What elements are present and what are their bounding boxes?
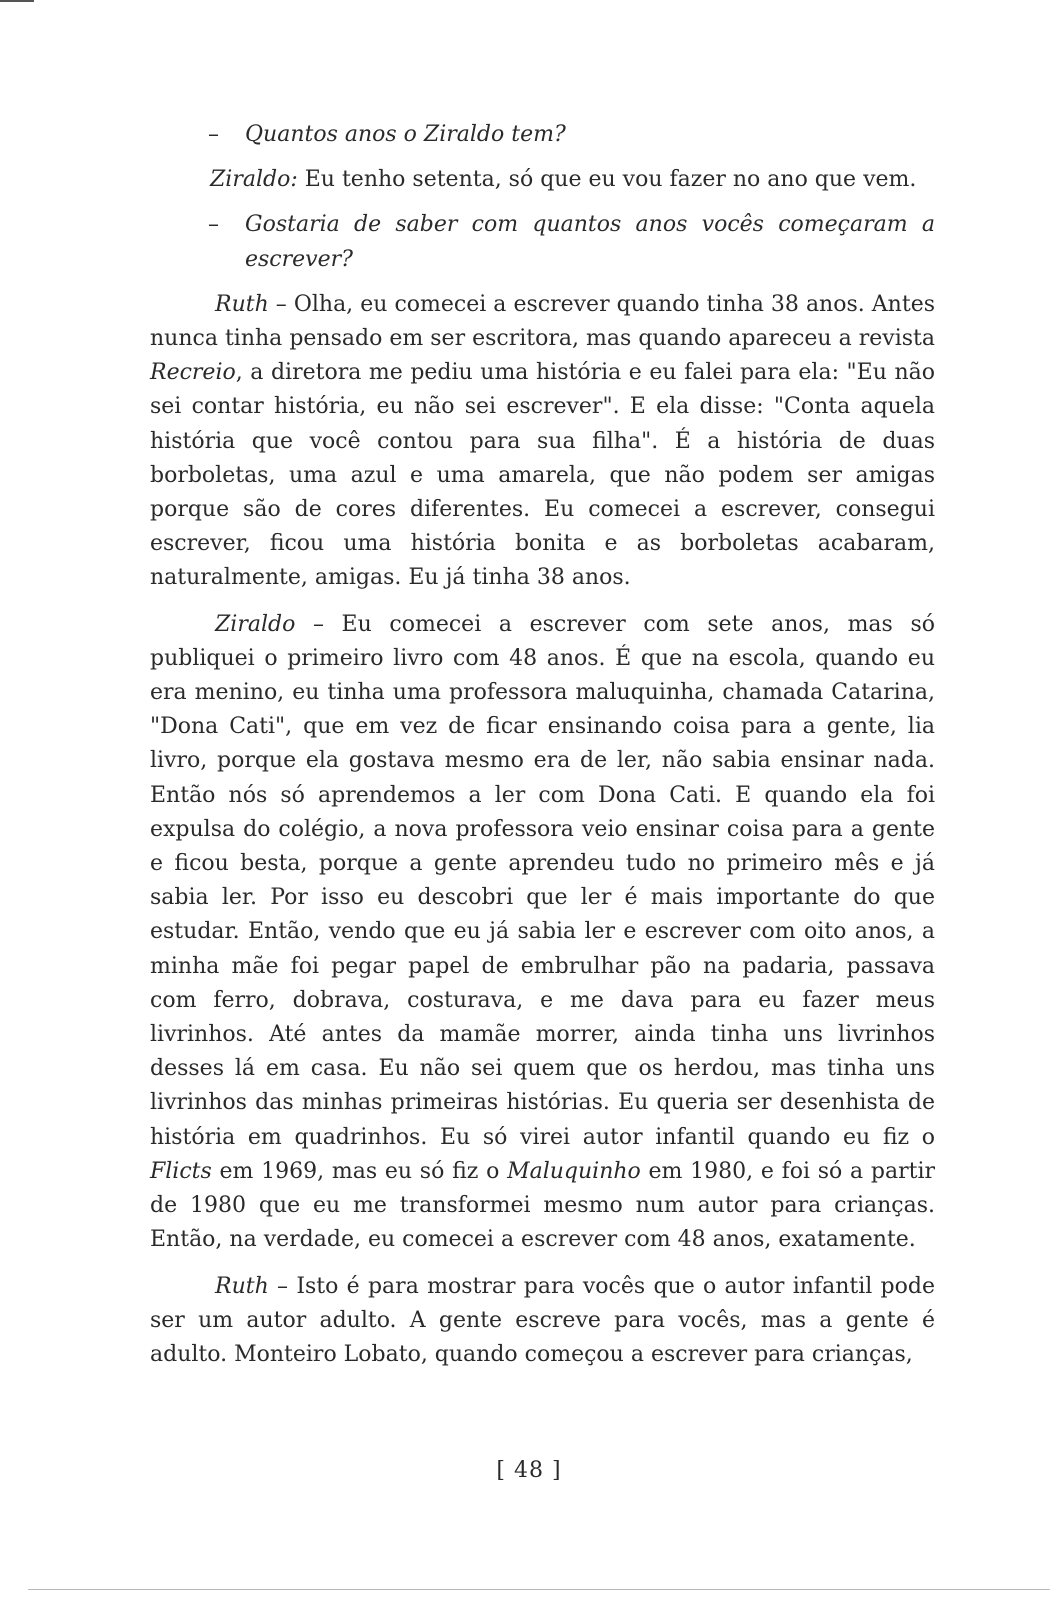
question-2: [150, 208, 935, 276]
speaker-name: Ziraldo: [215, 611, 296, 637]
book-title: Flicts: [150, 1158, 212, 1184]
paragraph-ruth-3: [150, 1270, 935, 1373]
scan-bottom-rule: [28, 1589, 1050, 1590]
paragraph-ruth-1: [150, 288, 935, 596]
paragraph-text: – Eu comecei a escrever com sete anos, mas só publiquei o primeiro livro com 48 anos. É que na escola, quando eu era menino, eu tinha uma professora maluquinha, chamada Catarina, "Dona Cati", que em vez de ficar ensinando coisa para a gente, lia livro, porque ela gostava mesmo era de ler, não sabia ensinar nada. Então nós só aprendemos a ler com Dona Cati. E quando ela foi expulsa do colégio, a nova professora veio ensinar coisa para a gente e ficou besta, porque a gente aprendeu tudo no primeiro mês e já sabia ler. Por isso eu descobri que ler é mais importante do que estudar. Então, vendo que eu já sabia ler e escrever com oito anos, a minha mãe foi pegar papel de embrulhar pão na padaria, passava com ferro, dobrava, costurava, e me dava para eu fazer meus livrinhos. Até antes da mamãe morrer, ainda tinha uns livrinhos desses lá em casa. Eu não sei quem que os herdou, mas tinha uns livrinhos das minhas primeiras histórias. Eu queria ser desenhista de história em quadrinhos. Eu só virei autor infantil quando eu fiz o: [150, 611, 935, 1150]
paragraph-text: em 1969, mas eu só fiz o: [211, 1158, 508, 1184]
question-1-text: Quantos anos o Ziraldo tem?: [245, 122, 566, 147]
paragraph-text: , a diretora me pediu uma história e eu falei para ela: "Eu não sei contar história, eu não sei escrever". E ela disse: "Conta aquela história que você contou para sua filha". É a história de duas borboletas, uma azul e uma amarela, que não podem ser amigas porque são de cores diferentes. Eu comecei a escrever, consegui escrever, ficou uma história bonita e as borboletas acabaram, naturalmente, amigas. Eu já tinha 38 anos.: [150, 360, 935, 591]
book-title: Maluquinho: [507, 1158, 641, 1184]
page-body: [150, 118, 935, 1384]
answer-1: [150, 163, 935, 197]
question-dash: –: [208, 212, 219, 238]
question-1: [150, 118, 935, 152]
answer-1-text: Eu tenho setenta, só que eu vou fazer no ano que vem.: [297, 167, 917, 193]
paragraph-text: – Isto é para mostrar para vocês que o autor infantil pode ser um autor adulto. A gente escreve para vocês, mas a gente é adulto. Monteiro Lobato, quando começou a escrever para crianças,: [150, 1273, 935, 1367]
speaker-separator: :: [290, 167, 298, 193]
paragraph-text: em 1980, e foi só a partir de 1980 que eu me transformei mesmo num autor para crianças. Então, na verdade, eu comecei a escrever com 48 anos, exatamente.: [150, 1158, 935, 1253]
speaker-name: Ziraldo: [210, 167, 291, 193]
question-2-text: Gostaria de saber com quantos anos vocês começaram a escrever?: [245, 212, 935, 272]
page-number: [ 48 ]: [496, 1458, 562, 1483]
speaker-name: Ruth: [215, 291, 269, 317]
paragraph-text: – Olha, eu comecei a escrever quando tinha 38 anos. Antes nunca tinha pensado em ser escritora, mas quando apareceu a revista: [150, 291, 935, 352]
magazine-title: Recreio: [150, 360, 236, 386]
speaker-name: Ruth: [215, 1273, 269, 1299]
question-dash: –: [208, 122, 219, 147]
scan-corner-mark: [0, 0, 34, 2]
paragraph-ziraldo-2: [150, 608, 935, 1258]
